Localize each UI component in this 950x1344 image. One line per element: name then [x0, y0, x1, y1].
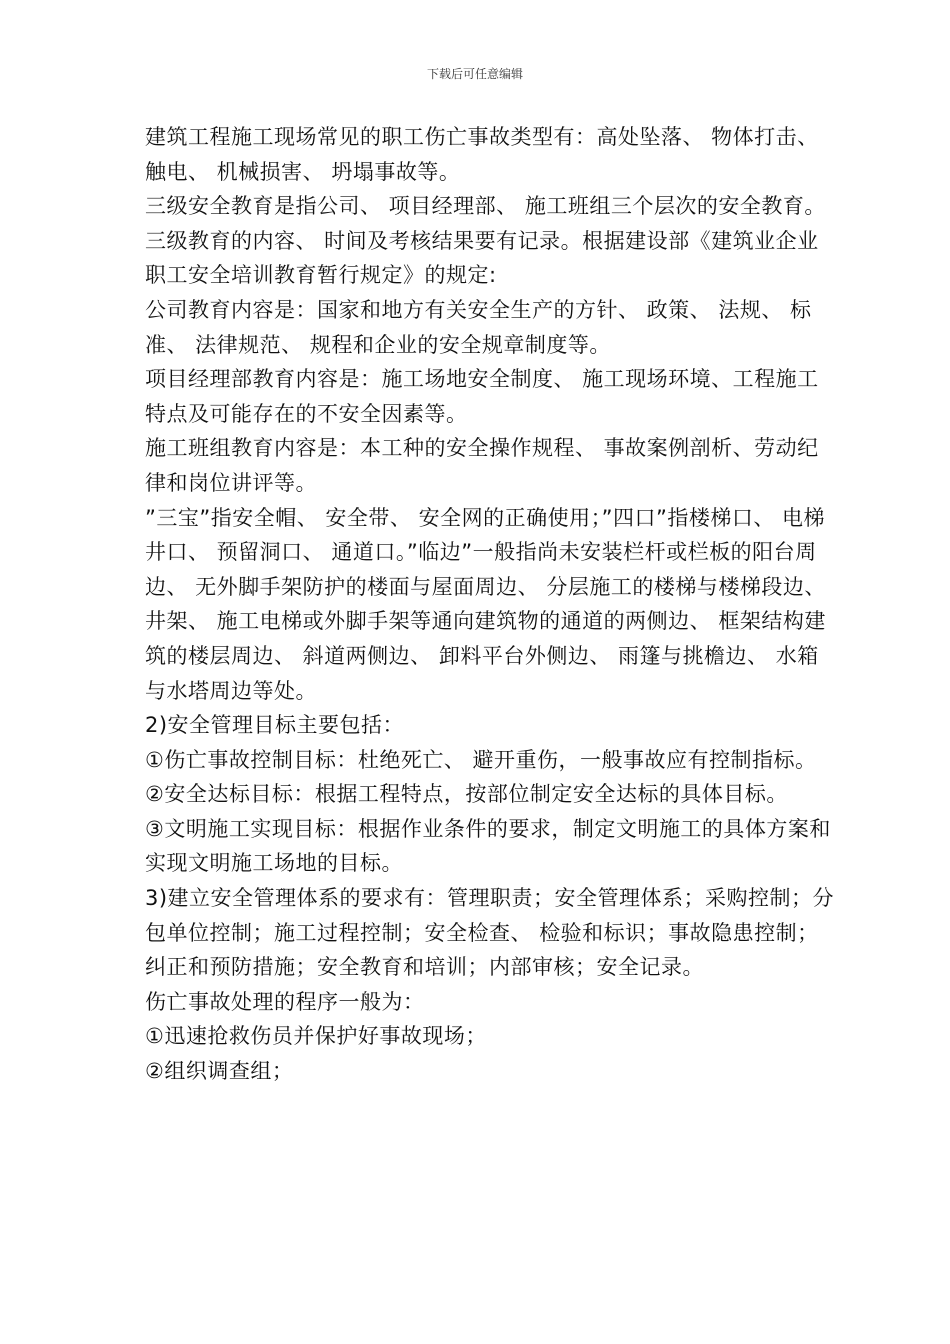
paragraph-three-level-education: 三级安全教育是指公司、 项目经理部、 施工班组三个层次的安全教育。三级教育的内容、 时间及考核结果要有记录。根据建设部《建筑业企业职工安全培训教育暂行规定》的规定:: [145, 194, 826, 288]
paragraph-safety-goals-heading: 2)安全管理目标主要包括：: [145, 713, 405, 738]
paragraph-procedure-step-1: ①迅速抢救伤员并保护好事故现场；: [145, 1024, 487, 1049]
paragraph-goal-accident-control: ①伤亡事故控制目标：杜绝死亡、 避开重伤，一般事故应有控制指标。: [145, 747, 817, 772]
paragraph-procedure-step-2: ②组织调查组；: [145, 1059, 294, 1084]
paragraph-accident-types: 建筑工程施工现场常见的职工伤亡事故类型有：高处坠落、 物体打击、 触电、 机械损害、 坍塌事故等。: [145, 125, 819, 184]
paragraph-goal-safety-standard: ②安全达标目标：根据工程特点，按部位制定安全达标的具体目标。: [145, 782, 788, 807]
document-body: [145, 120, 835, 1089]
paragraph-accident-procedure-heading: 伤亡事故处理的程序一般为：: [145, 989, 425, 1014]
paragraph-company-education: 公司教育内容是：国家和地方有关安全生产的方针、 政策、 法规、 标准、 法律规范、 规程和企业的安全规章制度等。: [145, 297, 812, 357]
paragraph-three-treasures: ”三宝”指安全帽、 安全带、 安全网的正确使用；”四口”指楼梯口、 电梯井口、 预留洞口、 通道口。”临边”一般指尚未安装栏杆或栏板的阳台周边、 无外脚手架防护的楼面与屋面周边、 分层施工的楼梯与楼梯段边、 井架、 施工电梯或外脚手架等通向建筑物的通道的两侧边、 框架结构建筑的楼层周边、 斜道两侧边、 卸料平台外侧边、 雨篷与挑檐边、 水箱与水塔周边等处。: [145, 505, 826, 703]
paragraph-project-education: 项目经理部教育内容是：施工场地安全制度、 施工现场环境、工程施工特点及可能存在的不安全因素等。: [145, 367, 819, 426]
paragraph-goal-civilized-construction: ③文明施工实现目标：根据作业条件的要求，制定文明施工的具体方案和实现文明施工场地的目标。: [145, 816, 831, 876]
paragraph-management-system: 3)建立安全管理体系的要求有：管理职责；安全管理体系；采购控制；分包单位控制；施工过程控制；安全检查、 检验和标识；事故隐患控制；纠正和预防措施；安全教育和培训；内部审核；安全记录。: [145, 886, 835, 980]
paragraph-team-education: 施工班组教育内容是：本工种的安全操作规程、 事故案例剖析、劳动纪律和岗位讲评等。: [145, 436, 819, 495]
page-header: 下载后可任意编辑: [426, 67, 523, 81]
